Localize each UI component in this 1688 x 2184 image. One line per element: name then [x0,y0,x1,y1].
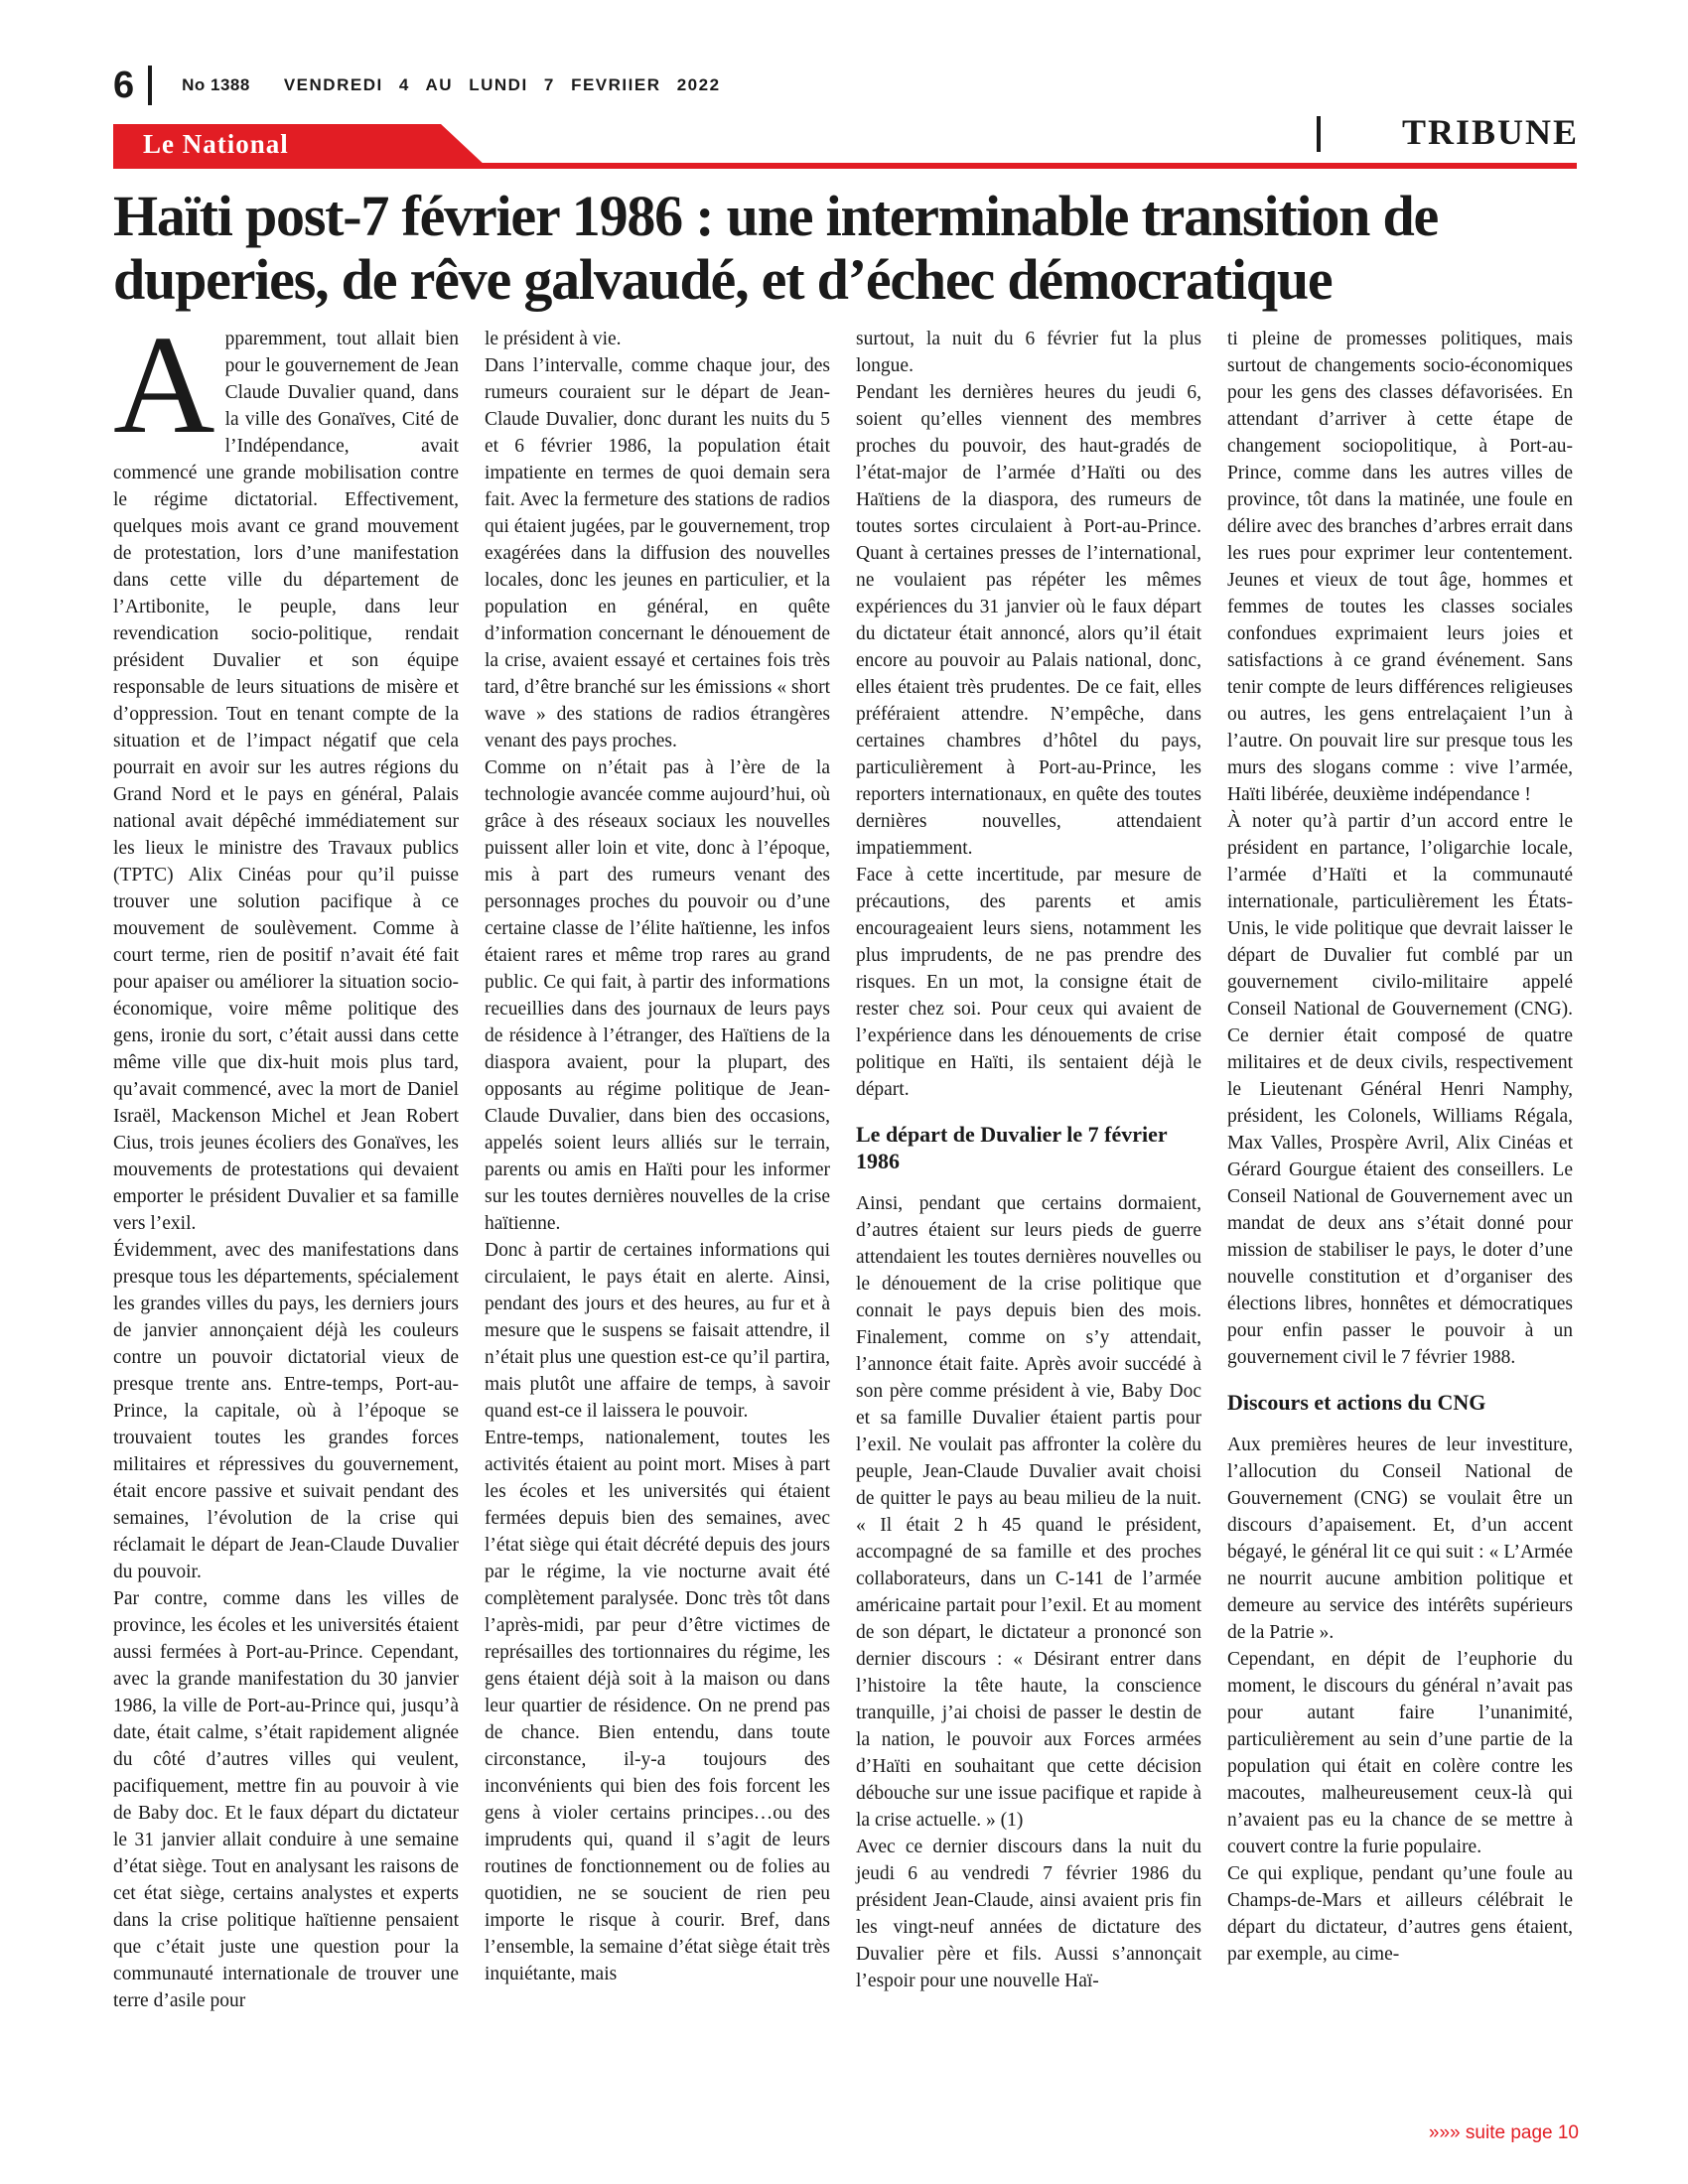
paragraph: surtout, la nuit du 6 février fut la plus longue. [856,329,1201,376]
brand-band [113,124,487,167]
paragraph: Ainsi, pendant que certains dormaient, d’autres étaient sur leurs pieds de guerre attendaient les toutes dernières nouvelles ou le dénouement de la crise politique que connait le pays depuis bien des mois. Finalement, comme on s’y attendait, l’annonce était faite. Après avoir succédé à son père comme président à vie, Baby Doc et sa famille Duvalier étaient partis pour l’exil. Ne voulait pas affronter la colère du peuple, Jean-Claude Duvalier avait choisi de quitter le pays au beau milieu de la nuit. « Il était 2 h 45 quand le président, accompagné de sa famille et des proches collaborateurs, dans un C-141 de l’armée américaine partait pour l’exil. Et au moment de son départ, le dictateur a prononcé son dernier discours : « Désirant entrer dans l’histoire la tête haute, la conscience tranquille, j’ai choisi de passer le destin de la nation, le pouvoir aux Forces armées d’Haïti en souhaitant que cette décision débouche sur une issue pacifique et rapide à la crise actuelle. » (1) [856,1193,1201,1831]
article-column-1 [113,306,459,2014]
section-divider [1317,116,1321,152]
section-label: TRIBUNE [1401,112,1579,152]
article-column-2 [485,326,830,1987]
paragraph: Par contre, comme dans les villes de province, les écoles et les universités étaient aussi fermées à Port-au-Prince. Cependant, avec la grande manifestation du 30 janvier 1986, la ville de Port-au-Prince qui, jusqu’à date, était calme, s’était rapidement alignée du côté d’autres villes qui veulent, pacifiquement, mettre fin au pouvoir à vie de Baby doc. Et le faux départ du dictateur le 31 janvier allait conduire à une semaine d’état siège. Tout en analysant les raisons de cet état siège, certains analystes et experts dans la crise politique haïtienne pensaient que c’était juste une question pour la communauté internationale de trouver une terre d’asile pour [113,1588,459,2011]
paragraph: Évidemment, avec des manifestations dans presque tous les départements, spécialement les grandes villes du pays, les derniers jours de janvier annonçaient déjà les couleurs contre un pouvoir dictatorial vieux de presque trente ans. Entre-temps, Port-au-Prince, la capitale, où à l’époque se trouvaient toutes les grandes forces militaires et répressives du gouvernement, était encore passive et suivait pendant des semaines, l’évolution de la crise qui réclamait le départ de Jean-Claude Duvalier du pouvoir. [113,1240,459,1582]
subheading-departure: Le départ de Duvalier le 7 février 1986 [856,1122,1168,1173]
paragraph: Avec ce dernier discours dans la nuit du jeudi 6 au vendredi 7 février 1986 du président Jean-Claude, ainsi avaient pris fin les vingt-neuf années de dictature des Duvalier père et fils. Aussi s’annonçait l’espoir pour une nouvelle Haï- [856,1837,1201,1991]
paragraph: Comme on n’était pas à l’ère de la technologie avancée comme aujourd’hui, où grâce à des réseaux sociaux les nouvelles puissent aller loin et vite, donc à l’époque, mis à part des rumeurs venant des personnages proches du pouvoir ou d’une certaine classe de l’élite haïtienne, les infos étaient rares et même trop rares au grand public. Ce qui fait, à partir des informations recueillies dans des journaux de leurs pays de résidence à l’étranger, des Haïtiens de la diaspora avaient, pour la plupart, des opposants au régime politique de Jean-Claude Duvalier, dans bien des occasions, appelés soient leurs alliés sur le terrain, parents ou amis en Haïti pour les informer sur les toutes dernières nouvelles de la crise haïtienne. [485,757,830,1234]
drop-cap: A [113,306,215,463]
paragraph: Face à cette incertitude, par mesure de précautions, des parents et amis encourageaient leurs siens, notamment les plus imprudents, de ne pas prendre des risques. En un mot, la consigne était de rester chez soi. Pour ceux qui avaient de l’expérience dans les dénouements de crise politique en Haïti, ils sentaient déjà le départ. [856,865,1201,1100]
issue-number: No 1388 [182,75,250,94]
newspaper-name: Le National [143,129,289,159]
paragraph-text: pparemment, tout allait bien pour le gouvernement de Jean Claude Duvalier quand, dans la ville des Gonaïves, Cité de l’Indépendance, avait commencé une grande mobilisation contre le régime dictatorial. Effectivement, quelques mois avant ce grand mouvement de protestation, lors d’une manifestation dans cette ville du département de l’Artibonite, le peuple, dans leur revendication socio-politique, rendait président Duvalier et son équipe responsable de leurs situations de misère et d’oppression. Tout en tenant compte de la situation et de l’impact négatif que cela pourrait en avoir sur les autres régions du Grand Nord et le pays en général, Palais national avait dépêché immédiatement sur les lieux le ministre des Travaux publics (TPTC) Alix Cinéas pour qu’il puisse trouver une solution pacifique à ce mouvement de soulèvement. Comme à court terme, rien de positif n’avait été fait pour apaiser ou améliorer la situation socio-économique, voire même politique des gens, ironie du sort, c’était aussi dans cette même ville que dix-huit mois plus tard, qu’avait commencé, avec la mort de Daniel Israël, Mackenson Michel et Jean Robert Cius, trois jeunes écoliers des Gonaïves, les mouvements de protestations qui devaient emporter le président Duvalier et sa famille vers l’exil. [113,329,459,1234]
paragraph: Dans l’intervalle, comme chaque jour, des rumeurs couraient sur le départ de Jean-Claude Duvalier, donc durant les nuits du 5 et 6 février 1986, la population était impatiente en termes de quoi demain sera fait. Avec la fermeture des stations de radios qui étaient jugées, par le gouvernement, trop exagérées dans la diffusion des nouvelles locales, donc les jeunes en particulier, et la population en général, en quête d’information concernant le dénouement de la crise, avaient essayé et certaines fois très tard, d’être branché sur les émissions « short wave » des stations de radios étrangères venant des pays proches. [485,355,830,751]
subheading-cng: Discours et actions du CNG [1227,1390,1486,1415]
paragraph: À noter qu’à partir d’un accord entre le président en partance, l’oligarchie locale, l’armée d’Haïti et la communauté internationale, particulièrement les États-Unis, le vide politique que devrait laisser le départ de Duvalier fut comblé par un gouvernement civilo-militaire appelé Conseil National de Gouvernement (CNG). Ce dernier était composé de quatre militaires et de deux civils, respectivement le Lieutenant Général Henri Namphy, président, les Colonels, Williams Régala, Max Valles, Prospère Avril, Alix Cinéas et Gérard Gourgue étaient des conseillers. Le Conseil National de Gouvernement avec un mandat de deux ans s’était donné pour mission de stabiliser le pays, le doter d’une nouvelle constitution et d’organiser des élections libres, honnêtes et démocratiques pour enfin passer le pouvoir à un gouvernement civil le 7 février 1988. [1227,811,1573,1368]
issue-date: VENDREDI 4 AU LUNDI 7 FEVRIIER 2022 [283,75,721,94]
article-column-4 [1227,326,1573,1968]
article-headline: Haïti post-7 février 1986 : une interminable transition de duperies, de rêve galvaudé, et d’échec démocratique [113,184,1439,312]
paragraph: Donc à partir de certaines informations qui circulaient, le pays était en alerte. Ainsi, pendant des jours et des heures, au fur et à mesure que le suspens se faisait attendre, il n’était plus une question est-ce qu’il partira, mais plutôt une affaire de temps, à savoir quand est-ce il laissera le pouvoir. [485,1240,830,1422]
paragraph: Entre-temps, nationalement, toutes les activités étaient au point mort. Mises à part les écoles et les universités qui étaient fermées depuis bien des semaines, avec l’état siège qui était décrété depuis des jours par le régime, la vie nocturne avait été complètement paralysée. Donc très tôt dans l’après-midi, par peur d’être victimes de représailles des tortionnaires du régime, les gens étaient déjà soit à la maison ou dans leur quartier de résidence. On ne prend pas de chance. Bien entendu, dans toute circonstance, il-y-a toujours des inconvénients qui bien des fois forcent les gens à violer certains principes…ou des imprudents qui, quand il s’agit de leurs routines de fonctionnement ou de folies au quotidien, ne se soucient de rien peu importe le risque à courir. Bref, dans l’ensemble, la semaine d’état siège était très inquiétante, mais [485,1428,830,1984]
page-number: 6 [113,65,135,106]
paragraph: Cependant, en dépit de l’euphorie du moment, le discours du général n’avait pas pour autant faire l’unanimité, particulièrement au sein d’une partie de la population qui était en colère contre les macoutes, malheureusement ceux-là qui n’avaient pas eu la chance de se mettre à couvert contre la furie populaire. [1227,1649,1573,1857]
article-column-3 [856,326,1201,1994]
page-folio [113,66,721,105]
paragraph [113,306,459,1237]
folio-divider [148,66,152,105]
paragraph: le président à vie. [485,329,622,349]
header-rule [113,163,1577,169]
continuation-link[interactable]: »»» suite page 10 [1428,2122,1579,2143]
paragraph: Aux premières heures de leur investiture, l’allocution du Conseil National de Gouvernement (CNG) se voulait être un discours d’apaisement. Et, d’un accent bégayé, le général lit ce qui suit : « L’Armée ne nourrit aucune ambition politique et demeure au service des intérêts supérieurs de la Patrie ». [1227,1434,1573,1643]
paragraph: Ce qui explique, pendant qu’une foule au Champs-de-Mars et ailleurs célébrait le départ du dictateur, d’autres gens étaient, par exemple, au cime- [1227,1863,1573,1965]
paragraph: Pendant les dernières heures du jeudi 6, soient qu’elles viennent des membres proches du pouvoir, des haut-gradés de l’état-major de l’armée d’Haïti ou des Haïtiens de la diaspora, des rumeurs de toutes sortes circulaient à Port-au-Prince. Quant à certaines presses de l’international, ne voulaient pas répéter les mêmes expériences du 31 janvier où le faux départ du dictateur était annoncé, alors qu’il était encore au pouvoir au Palais national, donc, elles étaient très prudentes. De ce fait, elles préféraient attendre. N’empêche, dans certaines chambres d’hôtel du pays, particulièrement à Port-au-Prince, les reporters internationaux, en quête des toutes dernières nouvelles, attendaient impatiemment. [856,382,1201,859]
paragraph: ti pleine de promesses politiques, mais surtout de changements socio-économiques pour les gens des classes défavorisées. En attendant d’arriver à cette étape de changement sociopolitique, à Port-au-Prince, comme dans les autres villes de province, tôt dans la matinée, une foule en délire avec des branches d’arbres errait dans les rues pour exprimer leur contentement. Jeunes et vieux de tout âge, hommes et femmes de toutes les classes sociales confondues exprimaient leurs joies et satisfactions à ce grand événement. Sans tenir compte de leurs différences religieuses ou autres, les gens entrelaçaient l’un à l’autre. On pouvait lire sur presque tous les murs des slogans comme : vive l’armée, Haïti libérée, deuxième indépendance ! [1227,329,1573,805]
